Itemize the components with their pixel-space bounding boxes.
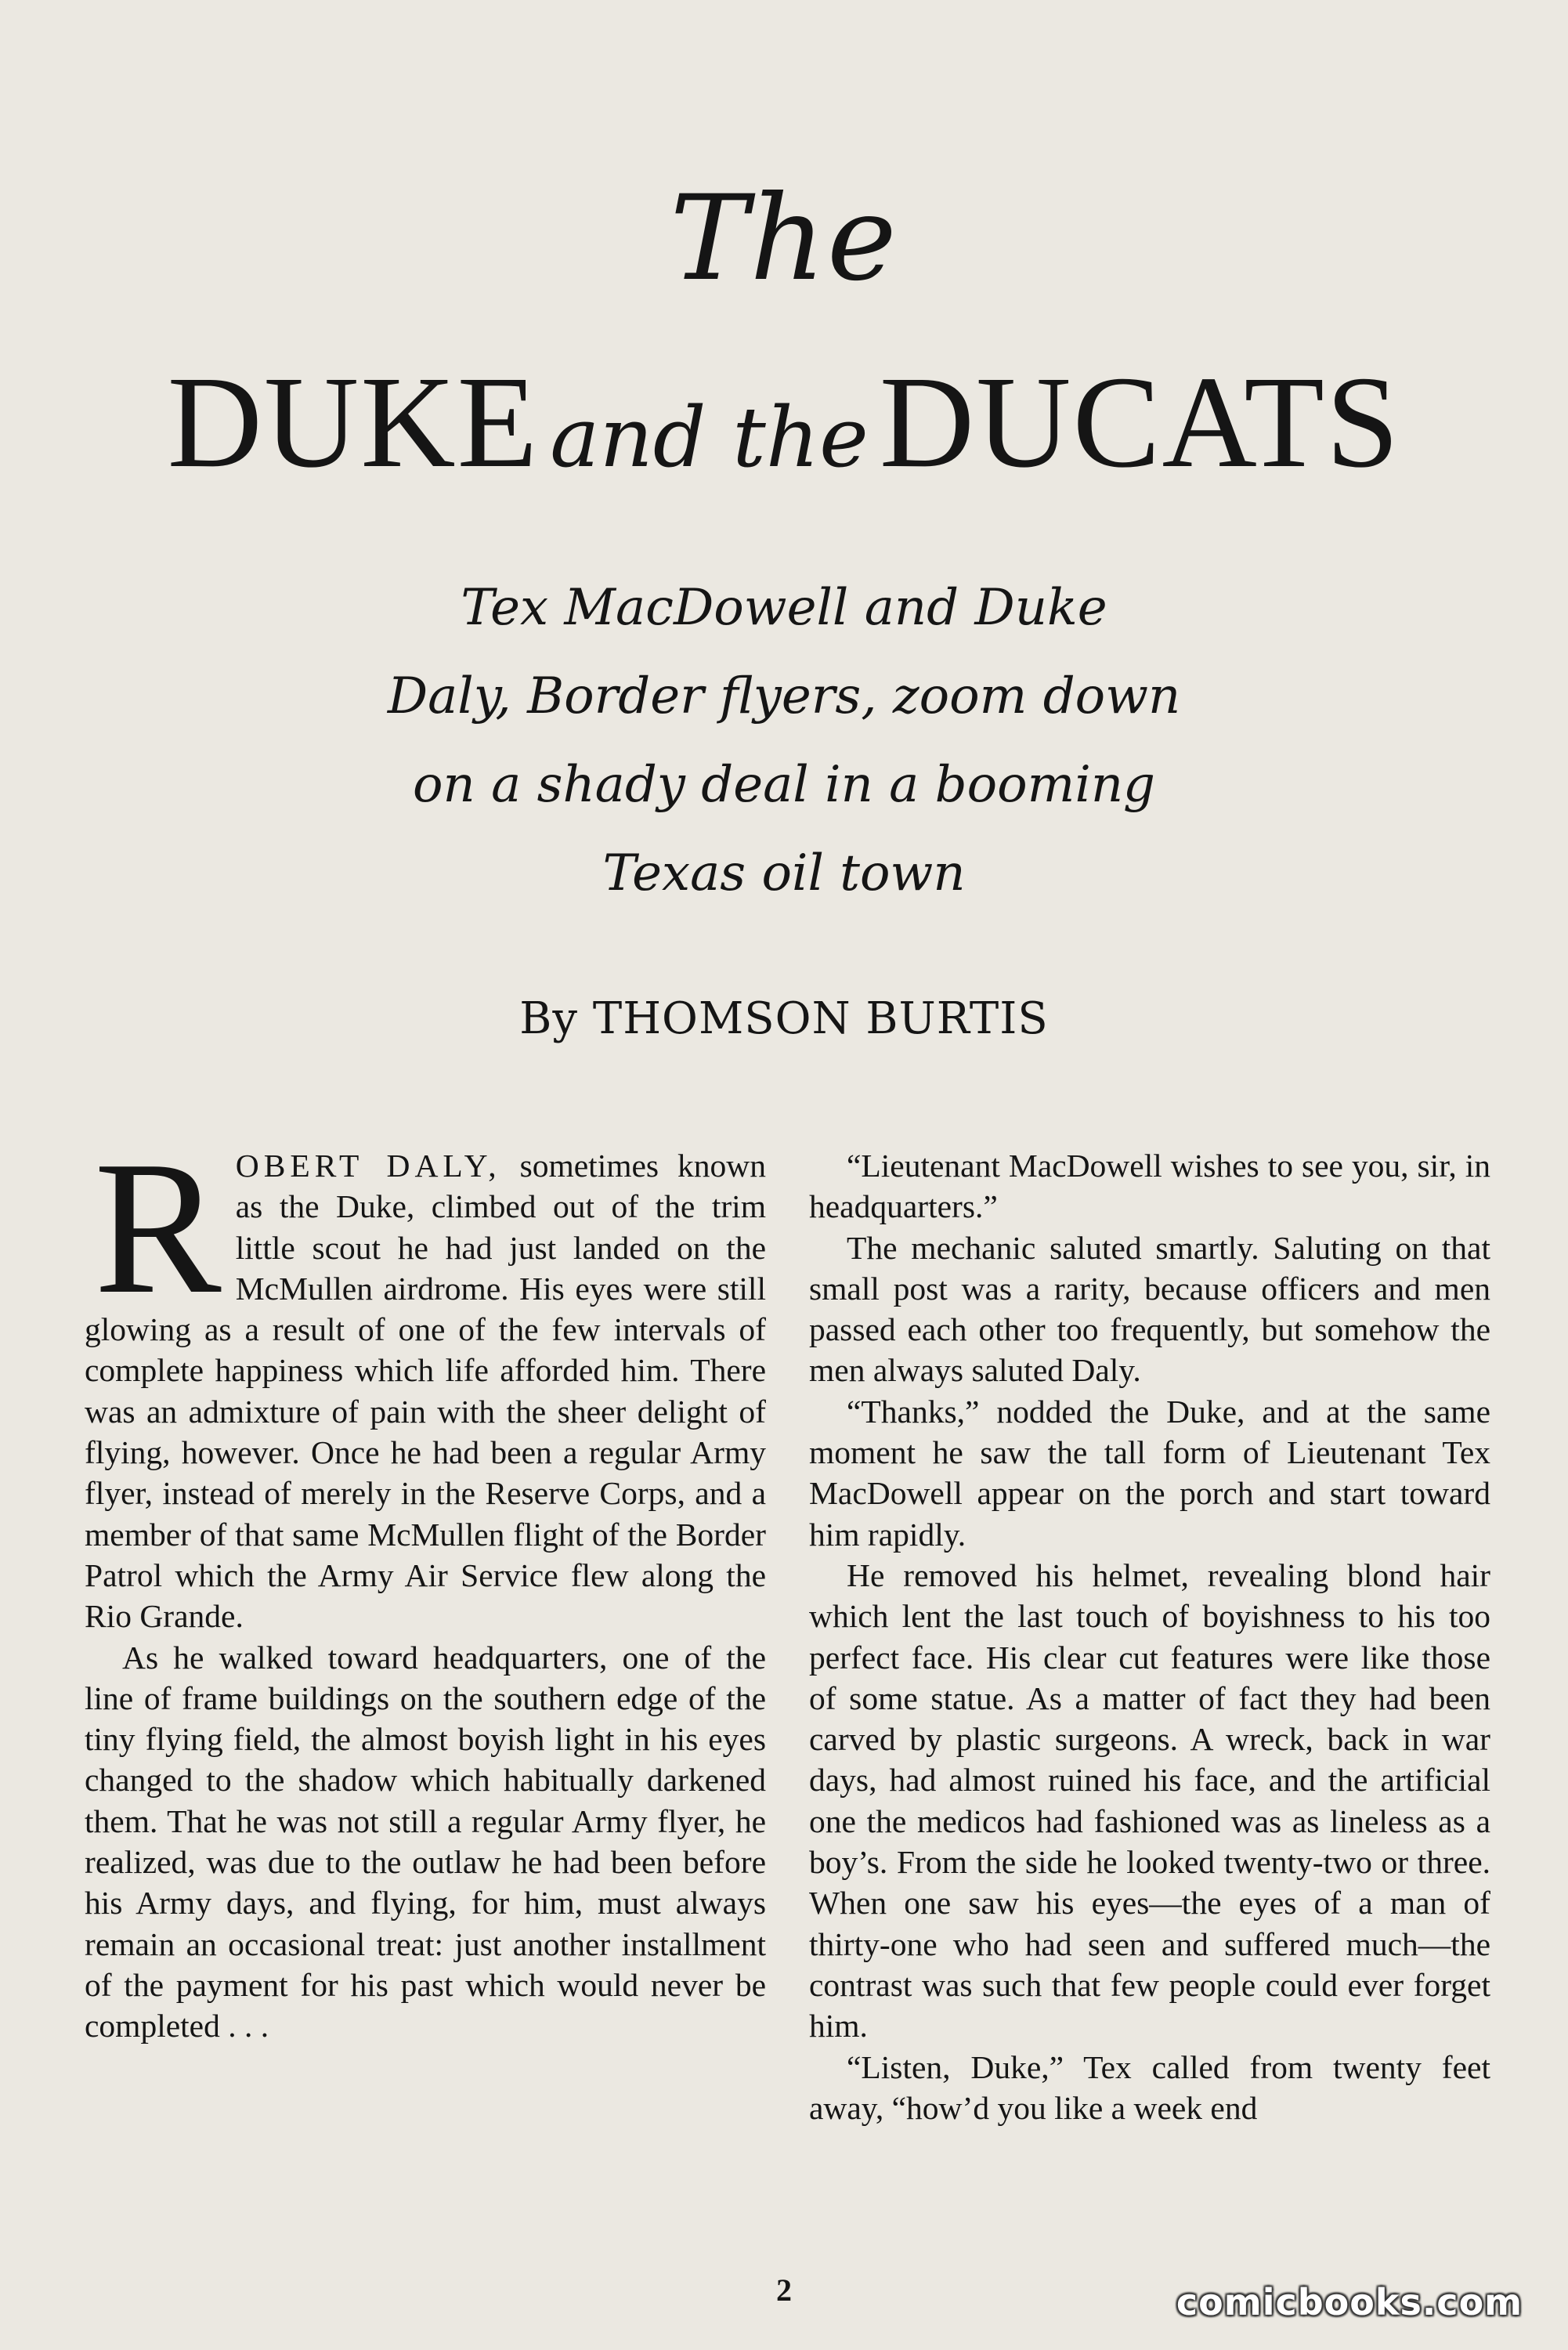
story-title — [0, 349, 1568, 495]
paragraph: The mechanic saluted smartly. Saluting on that small post was a rarity, because officers and men passed each other too frequently, but somehow the men always saluted Daly. — [809, 1229, 1490, 1389]
subtitle-line: Daly, Border flyers, zoom down — [387, 667, 1181, 725]
subtitle-line: on a shady deal in a booming — [413, 756, 1155, 814]
left-column — [85, 1122, 767, 2047]
title-the: The — [670, 171, 898, 307]
paragraph: “Thanks,” nodded the Duke, and at the same moment he saw the tall form of Lieutenant Tex MacDowell appear on the porch and start toward him rapidly. — [809, 1393, 1490, 1553]
right-column — [809, 1145, 1490, 2128]
paragraph: He removed his helmet, revealing blond hair which lent the last touch of boyishness to his too perfect face. His clear cut features were like those of some statue. As a matter of fact they had been carved by plastic surgeons. A wreck, back in war days, had almost ruined his face, and the artificial one the medicos had fashioned was as lineless as a boy’s. From the side he looked twenty-two or three. When one saw his eyes—the eyes of a man of thirty-one who had seen and suffered much—the contrast was such that few people could ever forget him. — [809, 1556, 1490, 2044]
paragraph: As he walked toward headquarters, one of the line of frame buildings on the southern edge of the tiny flying field, the almost boyish light in his eyes changed to the shadow which habitually darkened them. That he was not still a regular Army flyer, he realized, was due to the outlaw he had been before his Army days, and flying, for him, must always remain an occasional treat: just another installment of the payment for his past which would never be completed . . . — [85, 1639, 766, 2044]
watermark: comicbooks.com — [1176, 2281, 1523, 2323]
opening-paragraph — [85, 1122, 767, 1637]
story-subtitle — [0, 564, 1568, 918]
title-word-duke: DUKE — [167, 349, 540, 495]
subtitle-line: Tex MacDowell and Duke — [461, 579, 1107, 637]
subtitle-line: Texas oil town — [602, 844, 966, 902]
page-number: 2 — [776, 2272, 792, 2308]
drop-cap: R — [94, 1122, 222, 1333]
lead-caps: OBERT DALY, — [235, 1148, 501, 1184]
paragraph: “Lieutenant MacDowell wishes to see you, sir, in headquarters.” — [809, 1148, 1490, 1225]
title-connector: and the — [550, 389, 869, 486]
paragraph-text: sometimes known as the Duke, climbed out of the trim little scout he had just landed on the McMullen airdrome. His eyes were still glowing as a result of one of the few intervals of complete happiness which life afforded him. There was an admixture of pain with the sheer delight of flying, however. Once he had been a regular Army flyer, instead of merely in the Reserve Corps, and a member of that same McMullen flight of the Border Patrol which the Army Air Service flew along the Rio Grande. — [85, 1148, 767, 1635]
title-word-ducats: DUCATS — [879, 349, 1401, 495]
byline: By THOMSON BURTIS — [519, 993, 1049, 1044]
paragraph: “Listen, Duke,” Tex called from twenty feet away, “how’d you like a week end — [809, 2048, 1490, 2126]
